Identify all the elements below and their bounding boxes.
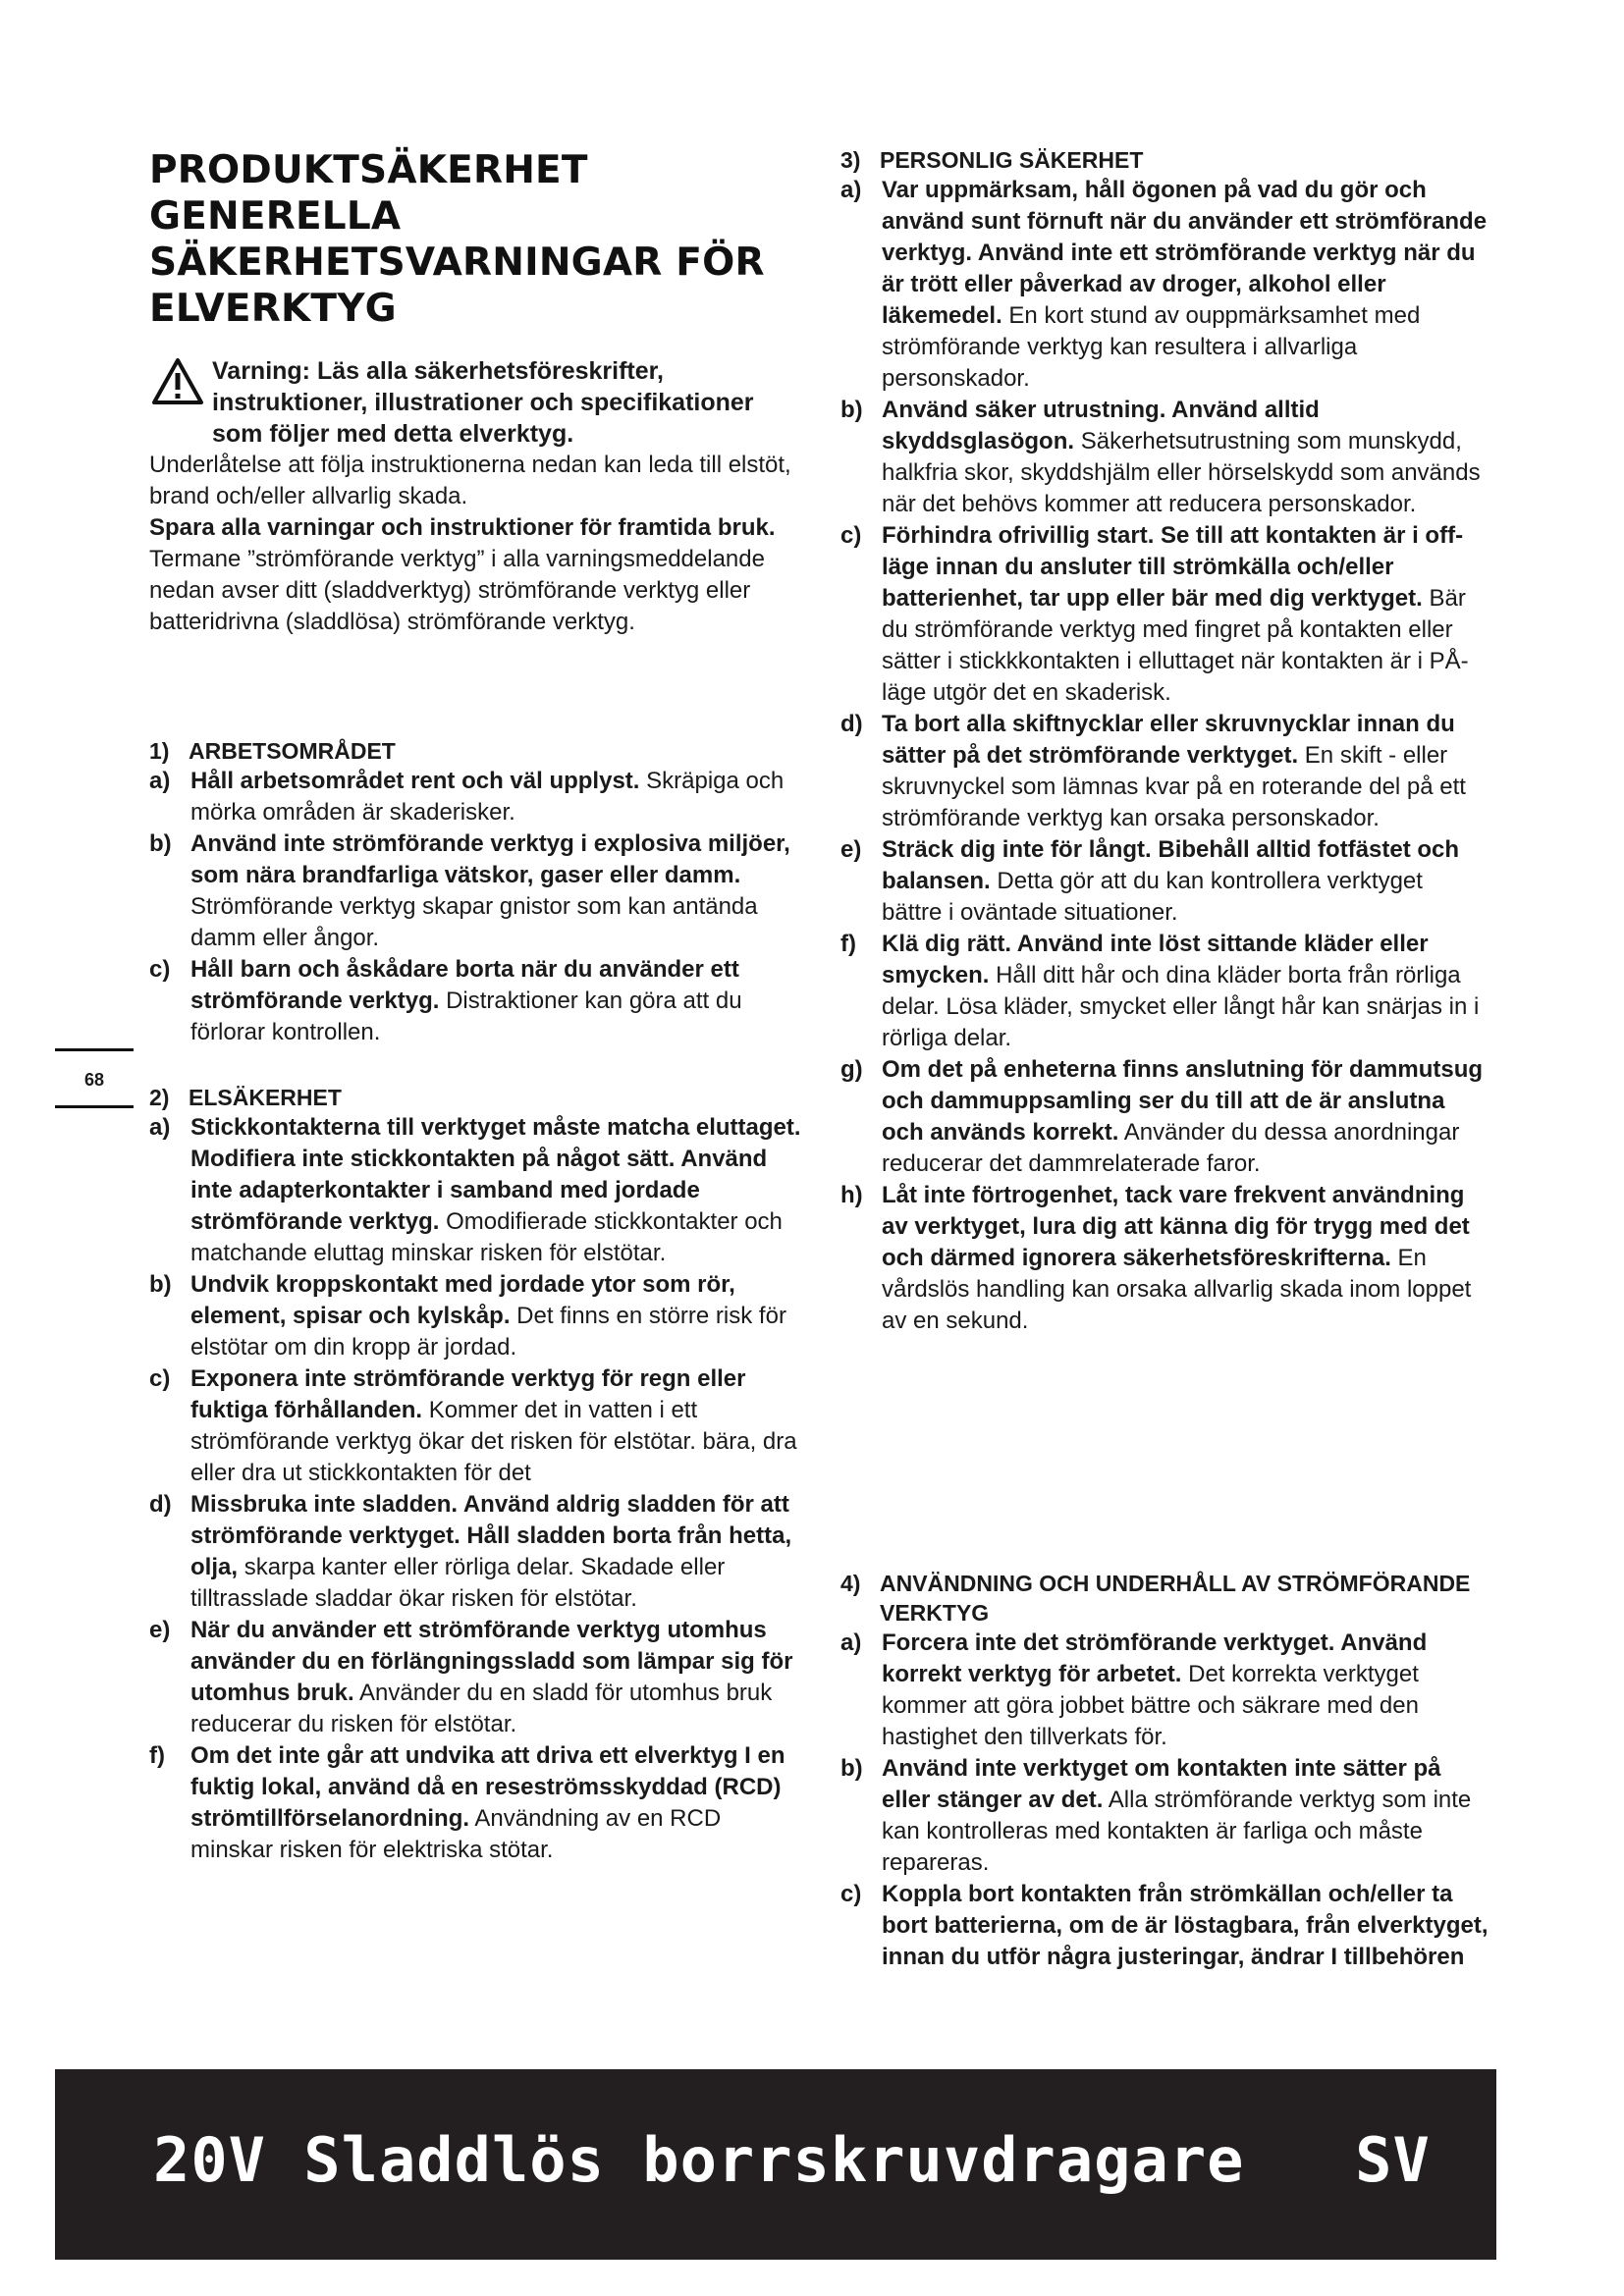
- item-letter: b): [840, 1755, 863, 1782]
- section-personal-safety: [840, 145, 1489, 1337]
- warning-body-text: Underlåtelse att följa instruktionerna nedan kan leda till elstöt, brand och/eller allvarlig skada.: [149, 452, 791, 509]
- list-item: [840, 175, 1489, 395]
- page-number-text: 68: [83, 1070, 105, 1090]
- warning-heading: [149, 355, 797, 450]
- item-letter: b): [149, 830, 172, 857]
- item-bold-text: Exponera inte strömförande verktyg för regn eller fuktiga förhållanden.: [190, 1365, 746, 1423]
- list-item: [840, 929, 1489, 1054]
- section-title-text: ARBETSOMRÅDET: [189, 738, 396, 764]
- section-number: 1): [149, 738, 170, 764]
- item-bold-text: Ta bort alla skiftnycklar eller skruvnycklar innan du sätter på det strömförande verktyget.: [882, 711, 1455, 769]
- section-work-area: [149, 736, 807, 1048]
- list-item: [840, 1628, 1489, 1753]
- item-text: Detta gör att du kan kontrollera verktyget bättre i oväntade situationer.: [882, 868, 1423, 926]
- item-text: Använder du dessa anordningar reducerar det dammrelaterade faror.: [882, 1119, 1460, 1177]
- section-number: 2): [149, 1085, 170, 1110]
- list-item: [149, 766, 807, 828]
- page-title: PRODUKTSÄKERHET GENERELLA SÄKERHETSVARNINGAR FÖR ELVERKTYG: [149, 148, 765, 331]
- item-text: Skräpiga och mörka områden är skaderisker.: [190, 768, 785, 826]
- item-letter: c): [149, 1365, 171, 1392]
- item-text: Kommer det in vatten i ett strömförande verktyg ökar det risken för elstötar. bära, dra eller dra ut stickkontakten för det: [190, 1397, 797, 1486]
- item-letter: b): [149, 1271, 172, 1298]
- save-instructions-text: Spara alla varningar och instruktioner för framtida bruk.: [149, 514, 776, 541]
- list-item: [149, 828, 807, 954]
- page-number-rule-bottom: [55, 1105, 134, 1108]
- item-bold-text: Sträck dig inte för långt. Bibehåll alltid fotfästet och balansen.: [882, 836, 1460, 894]
- section-number: 4): [840, 1571, 861, 1596]
- section-heading: [840, 1569, 1489, 1628]
- list-item: [149, 1489, 807, 1615]
- section-title-text: PERSONLIG SÄKERHET: [880, 147, 1144, 173]
- item-letter: g): [840, 1056, 863, 1083]
- item-bold-text: Använd inte verktyget om kontakten inte sätter på eller stänger av det.: [882, 1755, 1441, 1813]
- item-text: Distraktioner kan göra att du förlorar kontrollen.: [190, 988, 742, 1045]
- item-text: Det korrekta verktyget kommer att göra jobbet bättre och säkrare med den hastighet den tillverkats för.: [882, 1661, 1419, 1750]
- item-bold-text: Om det på enheterna finns anslutning för dammutsug och dammuppsamling ser du till att de är anslutna och används korrekt.: [882, 1056, 1484, 1146]
- item-bold-text: Var uppmärksam, håll ögonen på vad du gör och använd sunt förnuft när du använder ett strömförande verktyg. Använd inte ett strömförande verktyg när du är trött eller påverkad av droger, alkohol eller läkemedel.: [882, 177, 1488, 329]
- item-text: Det finns en större risk för elstötar om din kropp är jordad.: [190, 1303, 786, 1361]
- item-letter: a): [840, 177, 862, 203]
- section-heading: [840, 145, 1489, 175]
- item-text: Omodifierade stickkontakter och matchande eluttag minskar risken för elstötar.: [190, 1208, 783, 1266]
- list-item: [840, 1180, 1489, 1337]
- item-letter: e): [840, 836, 862, 863]
- list-item: [149, 1740, 807, 1866]
- product-name: 20V Sladdlös borrskruvdragare: [153, 2124, 1245, 2196]
- footer-title: [153, 2124, 1431, 2196]
- item-text: skarpa kanter eller rörliga delar. Skadade eller tilltrasslade sladdar ökar risken för elstötar.: [190, 1554, 726, 1612]
- item-bold-text: Koppla bort kontakten från strömkällan och/eller ta bort batterierna, om de är löstagbara, från elverktyget, innan du utför några justeringar, ändrar I tillbehören: [882, 1881, 1489, 1970]
- list-item: [840, 1879, 1489, 1973]
- item-letter: b): [840, 397, 863, 423]
- section-use-and-maintenance: [840, 1569, 1489, 1973]
- item-letter: a): [840, 1629, 862, 1656]
- item-text: Användning av en RCD minskar risken för elektriska stötar.: [190, 1805, 722, 1863]
- item-bold-text: Undvik kroppskontakt med jordade ytor som rör, element, spisar och kylskåp.: [190, 1271, 735, 1329]
- language-code: SV: [1355, 2124, 1431, 2196]
- item-text: En skift - eller skruvnyckel som lämnas kvar på en roterande del på ett strömförande verktyg kan orsaka personskador.: [882, 742, 1466, 831]
- list-item: [840, 520, 1489, 709]
- item-letter: f): [840, 931, 856, 957]
- list-item: [840, 834, 1489, 929]
- item-text: Håll ditt hår och dina kläder borta från rörliga delar. Lösa kläder, smycket eller långt hår kan snärjas in i rörliga delar.: [882, 962, 1480, 1051]
- item-letter: f): [149, 1742, 165, 1769]
- item-bold-text: Klä dig rätt. Använd inte löst sittande kläder eller smycken.: [882, 931, 1429, 988]
- item-text: Bär du strömförande verktyg med fingret på kontakten eller sätter i stickkkontakten i elluttaget när kontakten är i PÅ-läge utgör det en skaderisk.: [882, 585, 1469, 706]
- item-bold-text: Håll barn och åskådare borta när du använder ett strömförande verktyg.: [190, 956, 739, 1014]
- item-bold-text: Stickkontakterna till verktyget måste matcha eluttaget. Modifiera inte stickkontakten på något sätt. Använd inte adapterkontakter i samband med jordade strömförande verktyg.: [190, 1114, 801, 1235]
- list-item: [840, 1753, 1489, 1879]
- item-bold-text: Använd inte strömförande verktyg i explosiva miljöer, som nära brandfarliga vätskor, gaser eller damm.: [190, 830, 790, 888]
- item-letter: c): [149, 956, 171, 983]
- item-letter: e): [149, 1617, 171, 1643]
- footer-bar: [55, 2069, 1496, 2260]
- page-number: [55, 1048, 134, 1129]
- list-item: [840, 395, 1489, 520]
- section-title-text: ANVÄNDNING OCH UNDERHÅLL AV STRÖMFÖRANDE VERKTYG: [880, 1571, 1471, 1626]
- item-letter: c): [840, 1881, 862, 1907]
- item-bold-text: Håll arbetsområdet rent och väl upplyst.: [190, 768, 640, 794]
- item-text: En kort stund av ouppmärksamhet med strömförande verktyg kan resultera i allvarliga personskador.: [882, 302, 1421, 392]
- section-title-text: ELSÄKERHET: [189, 1085, 342, 1110]
- list-item: [149, 1269, 807, 1363]
- section-number: 3): [840, 147, 861, 173]
- warning-bold-text: Varning: Läs alla säkerhetsföreskrifter, instruktioner, illustrationer och specifikationer som följer med detta elverktyg.: [212, 357, 754, 448]
- item-text: En vårdslös handling kan orsaka allvarlig skada inom loppet av en sekund.: [882, 1245, 1472, 1334]
- section-electrical-safety: [149, 1083, 807, 1866]
- item-bold-text: Forcera inte det strömförande verktyget. Använd korrekt verktyg för arbetet.: [882, 1629, 1428, 1687]
- item-letter: c): [840, 522, 862, 549]
- item-bold-text: När du använder ett strömförande verktyg utomhus använder du en förlängningssladd som lämpar sig för utomhus bruk.: [190, 1617, 793, 1706]
- item-letter: d): [840, 711, 863, 737]
- section-heading: [149, 1083, 807, 1112]
- item-bold-text: Missbruka inte sladden. Använd aldrig sladden för att strömförande verktyget. Håll sladden borta från hetta, olja,: [190, 1491, 792, 1580]
- list-item: [840, 709, 1489, 834]
- item-bold-text: Förhindra ofrivillig start. Se till att kontakten är i off-läge innan du ansluter till strömkälla och/eller batterienhet, tar upp eller bär med dig verktyget.: [882, 522, 1464, 612]
- list-item: [149, 954, 807, 1048]
- item-bold-text: Låt inte förtrogenhet, tack vare frekvent användning av verktyget, lura dig att känna dig för trygg med det och därmed ignorera säkerhetsföreskrifterna.: [882, 1182, 1470, 1271]
- section-heading: [149, 736, 807, 766]
- item-text: Strömförande verktyg skapar gnistor som kan antända damm eller ångor.: [190, 893, 758, 951]
- list-item: [840, 1054, 1489, 1180]
- list-item: [149, 1112, 807, 1269]
- item-text: Använder du en sladd för utomhus bruk reducerar du risken för elstötar.: [190, 1680, 773, 1737]
- item-text: Alla strömförande verktyg som inte kan kontrolleras med kontakten är farliga och måste repareras.: [882, 1787, 1472, 1876]
- item-bold-text: Om det inte går att undvika att driva ett elverktyg I en fuktig lokal, använd då en reseströmsskyddad (RCD) strömtillförselanordning.: [190, 1742, 785, 1832]
- term-definition-text: Termane ”strömförande verktyg” i alla varningsmeddelande nedan avser ditt (sladdverktyg) strömförande verktyg eller batteridrivna (sladdlösa) strömförande verktyg.: [149, 546, 765, 635]
- page-number-rule-top: [55, 1048, 134, 1051]
- list-item: [149, 1615, 807, 1740]
- list-item: [149, 1363, 807, 1489]
- item-letter: a): [149, 768, 171, 794]
- item-letter: a): [149, 1114, 171, 1141]
- item-letter: d): [149, 1491, 172, 1518]
- intro-block: [149, 355, 797, 638]
- item-letter: h): [840, 1182, 863, 1208]
- item-bold-text: Använd säker utrustning. Använd alltid skyddsglasögon.: [882, 397, 1320, 454]
- item-text: Säkerhetsutrustning som munskydd, halkfria skor, skyddshjälm eller hörselskydd som används när det behövs kommer att reducera personskador.: [882, 428, 1481, 517]
- warning-triangle-icon: [151, 357, 204, 406]
